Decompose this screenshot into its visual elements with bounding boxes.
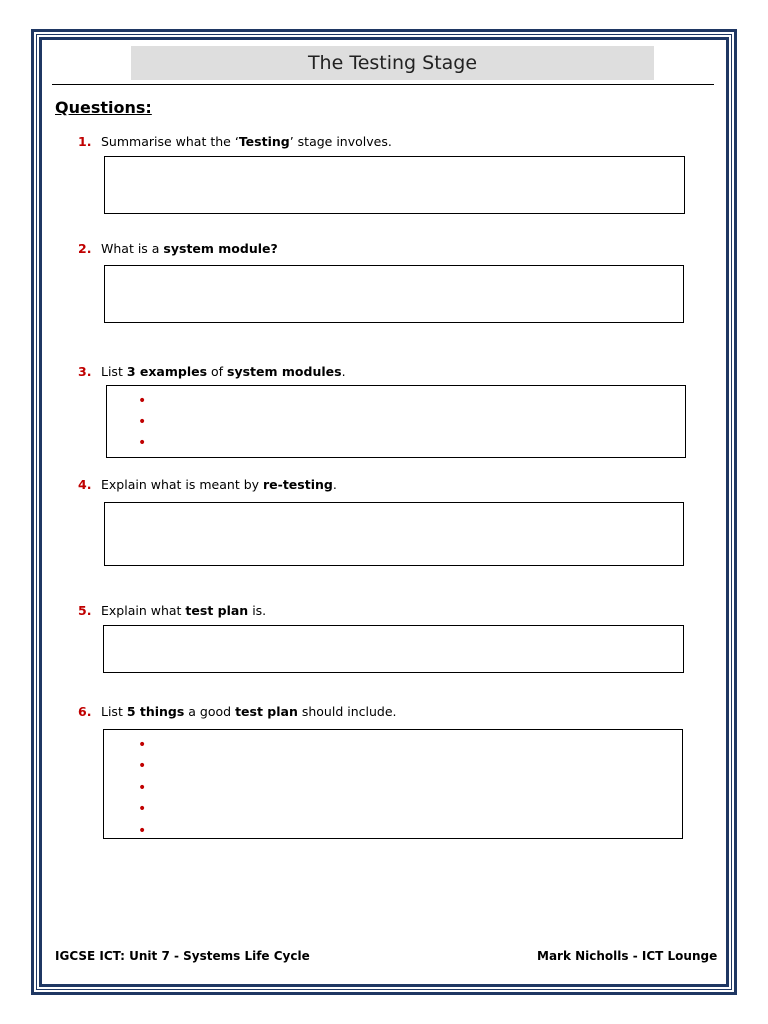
bullet-point: • — [138, 435, 147, 451]
question-keyword: Testing — [238, 134, 290, 149]
question-keyword: test plan — [185, 603, 249, 618]
question-number: 2. — [78, 241, 92, 256]
question-text: should include. — [297, 704, 397, 719]
question-1 — [78, 134, 392, 149]
answer-box-1[interactable] — [104, 156, 685, 214]
footer-course: IGCSE ICT: Unit 7 - Systems Life Cycle — [55, 949, 310, 963]
question-number: 6. — [78, 704, 92, 719]
question-keyword: 5 things — [126, 704, 185, 719]
answer-box-2[interactable] — [104, 265, 684, 323]
question-text: a good — [184, 704, 236, 719]
question-keyword: system module? — [163, 241, 278, 256]
answer-box-4[interactable] — [104, 502, 684, 566]
bullet-point: • — [138, 780, 147, 796]
question-number: 5. — [78, 603, 92, 618]
footer-author: Mark Nicholls - ICT Lounge — [537, 949, 718, 963]
bullet-point: • — [138, 801, 147, 817]
bullet-point: • — [138, 737, 147, 753]
question-text: . — [332, 477, 337, 492]
bullet-point: • — [138, 414, 147, 430]
answer-box-3[interactable] — [106, 385, 686, 458]
page-title: The Testing Stage — [131, 46, 654, 80]
question-text: Summarise what the ‘ — [101, 134, 239, 149]
question-text: List — [101, 364, 127, 379]
question-text: List — [101, 704, 127, 719]
question-text: of — [207, 364, 228, 379]
question-keyword: test plan — [235, 704, 298, 719]
question-text: . — [341, 364, 346, 379]
questions-heading: Questions: — [55, 98, 152, 117]
bullet-point: • — [138, 823, 147, 839]
question-text: What is a — [101, 241, 164, 256]
question-text: Explain what is meant by — [101, 477, 263, 492]
question-keyword: 3 examples — [126, 364, 208, 379]
question-keyword: re-testing — [263, 477, 333, 492]
answer-box-5[interactable] — [103, 625, 684, 673]
question-3 — [78, 364, 346, 379]
answer-box-6[interactable] — [103, 729, 683, 839]
question-number: 3. — [78, 364, 92, 379]
question-text: is. — [248, 603, 267, 618]
question-text: ’ stage involves. — [289, 134, 392, 149]
question-keyword: system modules — [227, 364, 342, 379]
bullet-point: • — [138, 393, 147, 409]
question-5 — [78, 603, 266, 618]
title-divider — [52, 84, 714, 85]
question-number: 1. — [78, 134, 92, 149]
bullet-point: • — [138, 758, 147, 774]
question-6 — [78, 704, 397, 719]
question-2 — [78, 241, 278, 256]
question-text: Explain what — [101, 603, 186, 618]
question-number: 4. — [78, 477, 92, 492]
question-4 — [78, 477, 337, 492]
